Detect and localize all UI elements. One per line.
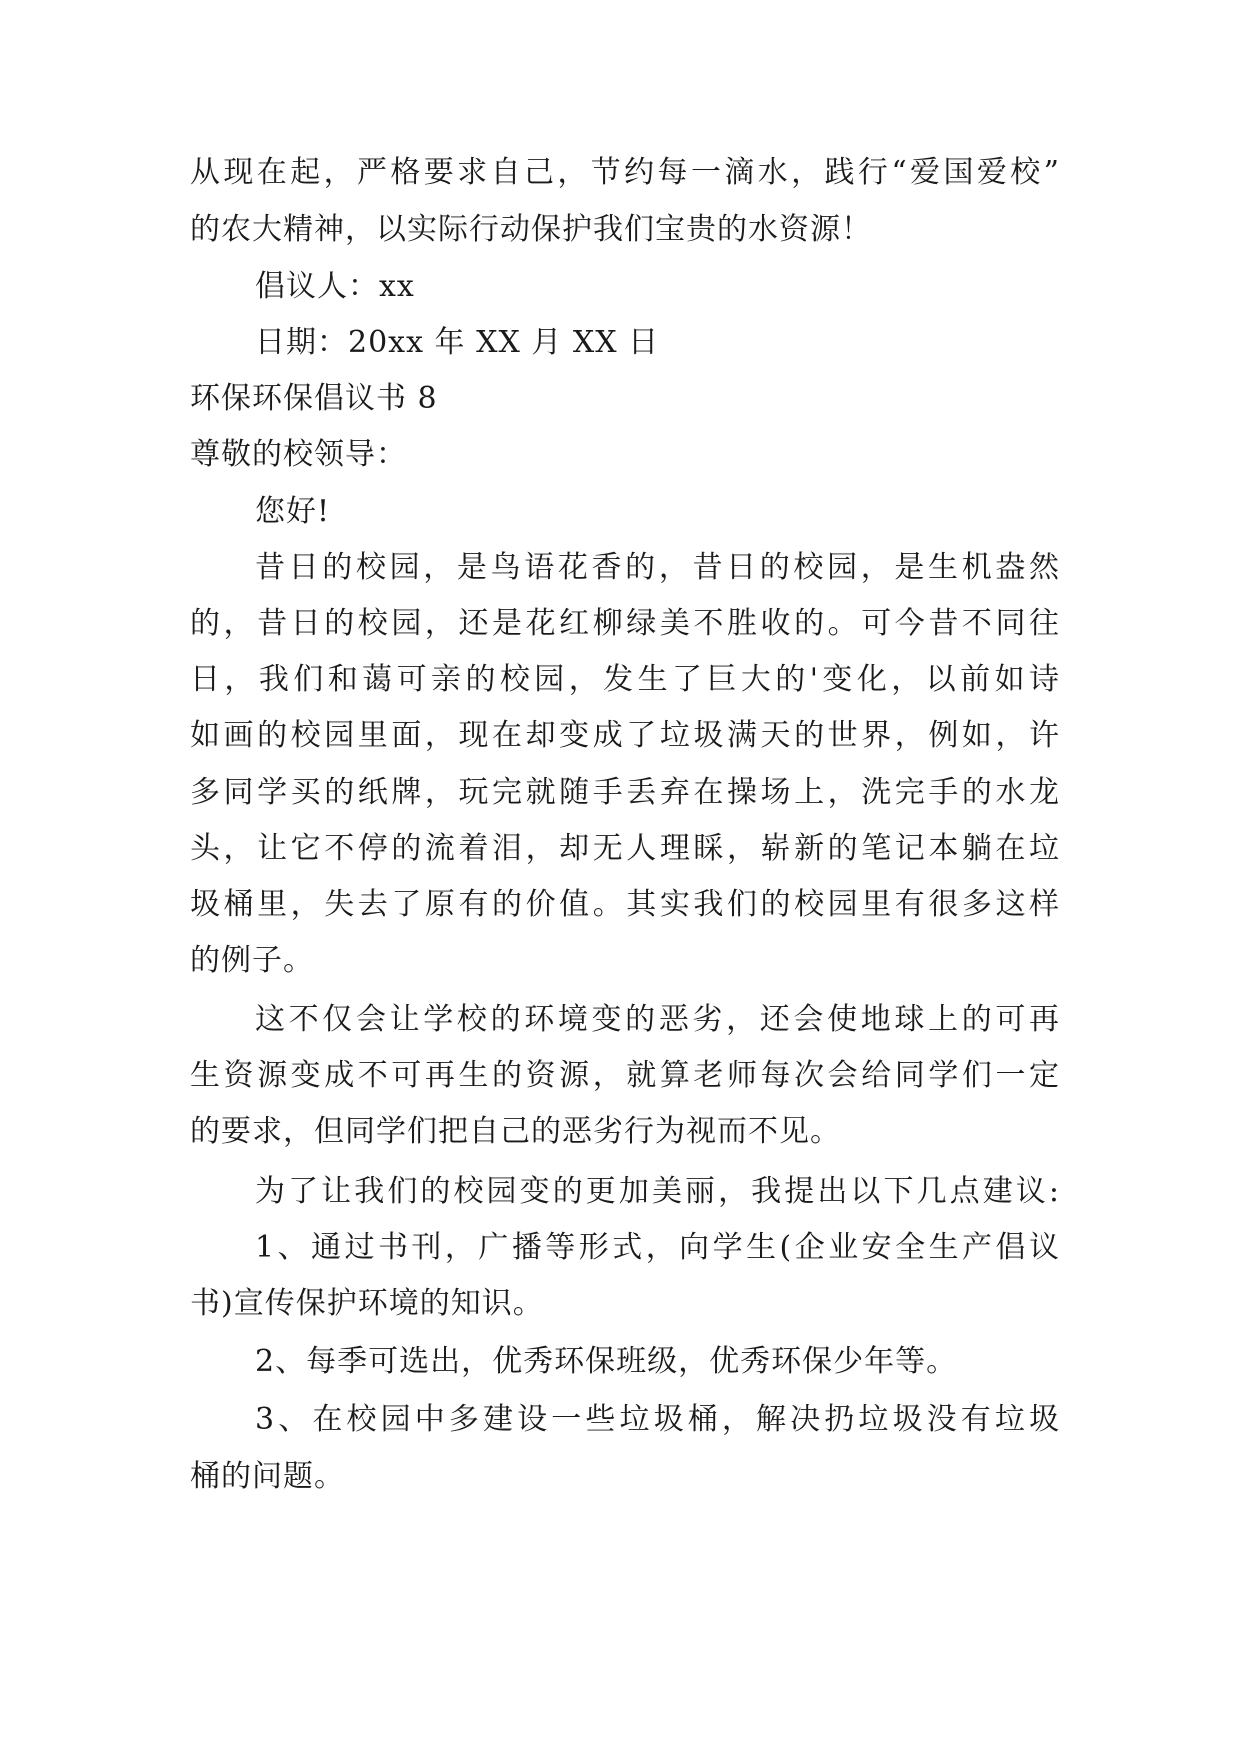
body-line: 日，我们和蔼可亲的校园，发生了巨大的'变化，以前如诗 xyxy=(190,662,1060,697)
body-line: 昔日的校园，是鸟语花香的，昔日的校园，是生机盎然 xyxy=(255,550,1060,585)
signer-line: 倡议人：xx xyxy=(255,269,415,304)
list-item: 2、每季可选出，优秀环保班级，优秀环保少年等。 xyxy=(255,1344,958,1379)
body-line: 如画的校园里面，现在却变成了垃圾满天的世界，例如，许 xyxy=(190,718,1060,753)
date-line: 日期：20xx 年 XX 月 XX 日 xyxy=(255,325,660,360)
list-item-continuation: 书)宣传保护环境的知识。 xyxy=(190,1286,544,1321)
section-title: 环保环保倡议书 8 xyxy=(190,381,438,416)
body-line: 的例子。 xyxy=(190,943,314,978)
list-item-continuation: 桶的问题。 xyxy=(190,1459,345,1494)
body-line: 从现在起，严格要求自己，节约每一滴水，践行“爱国爱校” xyxy=(190,155,1060,190)
body-line: 为了让我们的校园变的更加美丽，我提出以下几点建议: xyxy=(255,1174,1060,1209)
body-line: 圾桶里，失去了原有的价值。其实我们的校园里有很多这样 xyxy=(190,887,1060,922)
body-line: 头，让它不停的流着泪，却无人理睬，崭新的笔记本躺在垃 xyxy=(190,831,1060,866)
body-line: 的，昔日的校园，还是花红柳绿美不胜收的。可今昔不同往 xyxy=(190,606,1060,641)
body-line: 的农大精神，以实际行动保护我们宝贵的水资源！ xyxy=(190,212,872,247)
body-line: 多同学买的纸牌，玩完就随手丢弃在操场上，洗完手的水龙 xyxy=(190,775,1060,810)
salutation: 尊敬的校领导： xyxy=(190,437,407,472)
body-line: 这不仅会让学校的环境变的恶劣，还会使地球上的可再 xyxy=(255,1002,1060,1037)
greeting: 您好! xyxy=(255,494,331,529)
list-item: 1、通过书刊，广播等形式，向学生(企业安全生产倡议 xyxy=(255,1230,1060,1265)
body-line: 的要求，但同学们把自己的恶劣行为视而不见。 xyxy=(190,1114,841,1149)
body-line: 生资源变成不可再生的资源，就算老师每次会给同学们一定 xyxy=(190,1058,1060,1093)
list-item: 3、在校园中多建设一些垃圾桶，解决扔垃圾没有垃圾 xyxy=(255,1402,1060,1437)
